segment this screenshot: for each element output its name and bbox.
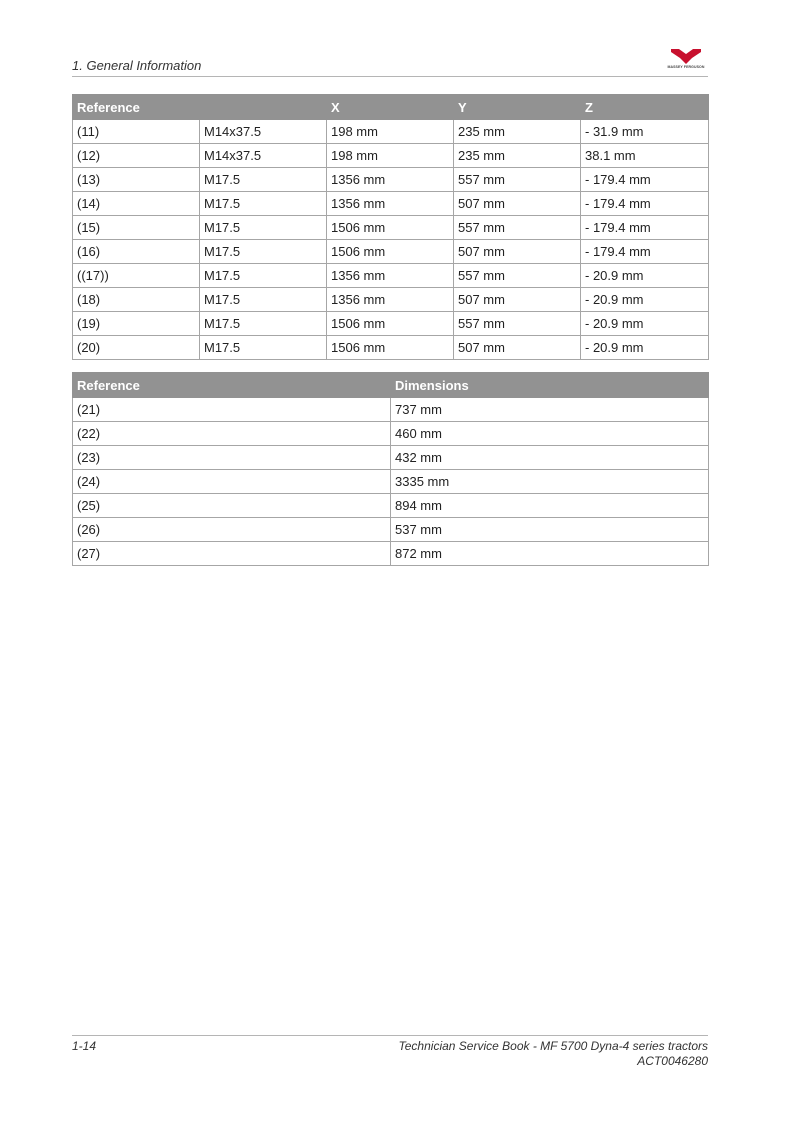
table-row	[73, 398, 709, 422]
reference-cell: (22)	[73, 422, 391, 446]
column-header-dimensions: Dimensions	[391, 373, 709, 398]
thread-size-cell: M14x37.5	[200, 120, 327, 144]
reference-cell: (24)	[73, 470, 391, 494]
reference-cell: (20)	[73, 336, 200, 360]
z-cell: - 20.9 mm	[581, 264, 709, 288]
y-cell: 557 mm	[454, 216, 581, 240]
reference-cell: (15)	[73, 216, 200, 240]
reference-cell: (21)	[73, 398, 391, 422]
x-cell: 1356 mm	[327, 192, 454, 216]
y-cell: 507 mm	[454, 240, 581, 264]
x-cell: 1356 mm	[327, 288, 454, 312]
y-cell: 507 mm	[454, 336, 581, 360]
logo-text: MASSEY FERGUSON	[667, 65, 705, 69]
page-number: 1-14	[72, 1039, 97, 1053]
x-cell: 1506 mm	[327, 312, 454, 336]
section-title: 1. General Information	[72, 58, 202, 73]
z-cell: - 179.4 mm	[581, 192, 709, 216]
reference-cell: (27)	[73, 542, 391, 566]
thread-size-cell: M17.5	[200, 240, 327, 264]
dimension-cell: 460 mm	[391, 422, 709, 446]
table-row	[73, 264, 709, 288]
table-row	[73, 312, 709, 336]
table-row	[73, 216, 709, 240]
z-cell: - 179.4 mm	[581, 240, 709, 264]
z-cell: - 20.9 mm	[581, 288, 709, 312]
column-header-reference: Reference	[73, 373, 391, 398]
dimensions-table	[72, 372, 709, 566]
thread-size-cell: M17.5	[200, 216, 327, 240]
x-cell: 198 mm	[327, 144, 454, 168]
table-row	[73, 192, 709, 216]
reference-cell: (16)	[73, 240, 200, 264]
x-cell: 198 mm	[327, 120, 454, 144]
dimension-cell: 3335 mm	[391, 470, 709, 494]
reference-cell: (11)	[73, 120, 200, 144]
x-cell: 1356 mm	[327, 264, 454, 288]
reference-cell: (26)	[73, 518, 391, 542]
dimension-cell: 537 mm	[391, 518, 709, 542]
reference-cell: (18)	[73, 288, 200, 312]
thread-size-cell: M17.5	[200, 288, 327, 312]
x-cell: 1506 mm	[327, 216, 454, 240]
table-header-row	[73, 95, 709, 120]
table-row	[73, 542, 709, 566]
table-row	[73, 288, 709, 312]
y-cell: 507 mm	[454, 192, 581, 216]
book-title: Technician Service Book - MF 5700 Dyna-4 series tractors	[398, 1039, 708, 1053]
z-cell: - 31.9 mm	[581, 120, 709, 144]
table-row	[73, 422, 709, 446]
reference-cell: (19)	[73, 312, 200, 336]
footer-info	[399, 1039, 708, 1069]
y-cell: 557 mm	[454, 264, 581, 288]
y-cell: 507 mm	[454, 288, 581, 312]
fastener-coordinates-table	[72, 94, 709, 360]
column-header-z: Z	[581, 95, 709, 120]
dimension-cell: 432 mm	[391, 446, 709, 470]
reference-cell: (14)	[73, 192, 200, 216]
y-cell: 235 mm	[454, 144, 581, 168]
z-cell: - 179.4 mm	[581, 168, 709, 192]
thread-size-cell: M17.5	[200, 264, 327, 288]
table-row	[73, 120, 709, 144]
reference-cell: (12)	[73, 144, 200, 168]
table-row	[73, 240, 709, 264]
column-header-x: X	[327, 95, 454, 120]
table-row	[73, 446, 709, 470]
document-code: ACT0046280	[637, 1054, 708, 1068]
x-cell: 1506 mm	[327, 240, 454, 264]
z-cell: - 20.9 mm	[581, 336, 709, 360]
column-header-reference: Reference	[73, 95, 327, 120]
table-row	[73, 470, 709, 494]
table-row	[73, 518, 709, 542]
brand-logo	[664, 48, 708, 74]
logo-triangles-icon	[671, 49, 701, 64]
thread-size-cell: M17.5	[200, 192, 327, 216]
thread-size-cell: M14x37.5	[200, 144, 327, 168]
thread-size-cell: M17.5	[200, 336, 327, 360]
table-row	[73, 168, 709, 192]
x-cell: 1356 mm	[327, 168, 454, 192]
dimension-cell: 737 mm	[391, 398, 709, 422]
table-row	[73, 336, 709, 360]
y-cell: 557 mm	[454, 168, 581, 192]
dimension-cell: 872 mm	[391, 542, 709, 566]
reference-cell: ((17))	[73, 264, 200, 288]
y-cell: 557 mm	[454, 312, 581, 336]
z-cell: 38.1 mm	[581, 144, 709, 168]
y-cell: 235 mm	[454, 120, 581, 144]
table-row	[73, 144, 709, 168]
reference-cell: (13)	[73, 168, 200, 192]
reference-cell: (25)	[73, 494, 391, 518]
reference-cell: (23)	[73, 446, 391, 470]
x-cell: 1506 mm	[327, 336, 454, 360]
table-header-row	[73, 373, 709, 398]
thread-size-cell: M17.5	[200, 168, 327, 192]
header-divider	[72, 76, 708, 77]
z-cell: - 179.4 mm	[581, 216, 709, 240]
footer-divider	[72, 1035, 708, 1036]
z-cell: - 20.9 mm	[581, 312, 709, 336]
dimension-cell: 894 mm	[391, 494, 709, 518]
column-header-y: Y	[454, 95, 581, 120]
table-row	[73, 494, 709, 518]
thread-size-cell: M17.5	[200, 312, 327, 336]
